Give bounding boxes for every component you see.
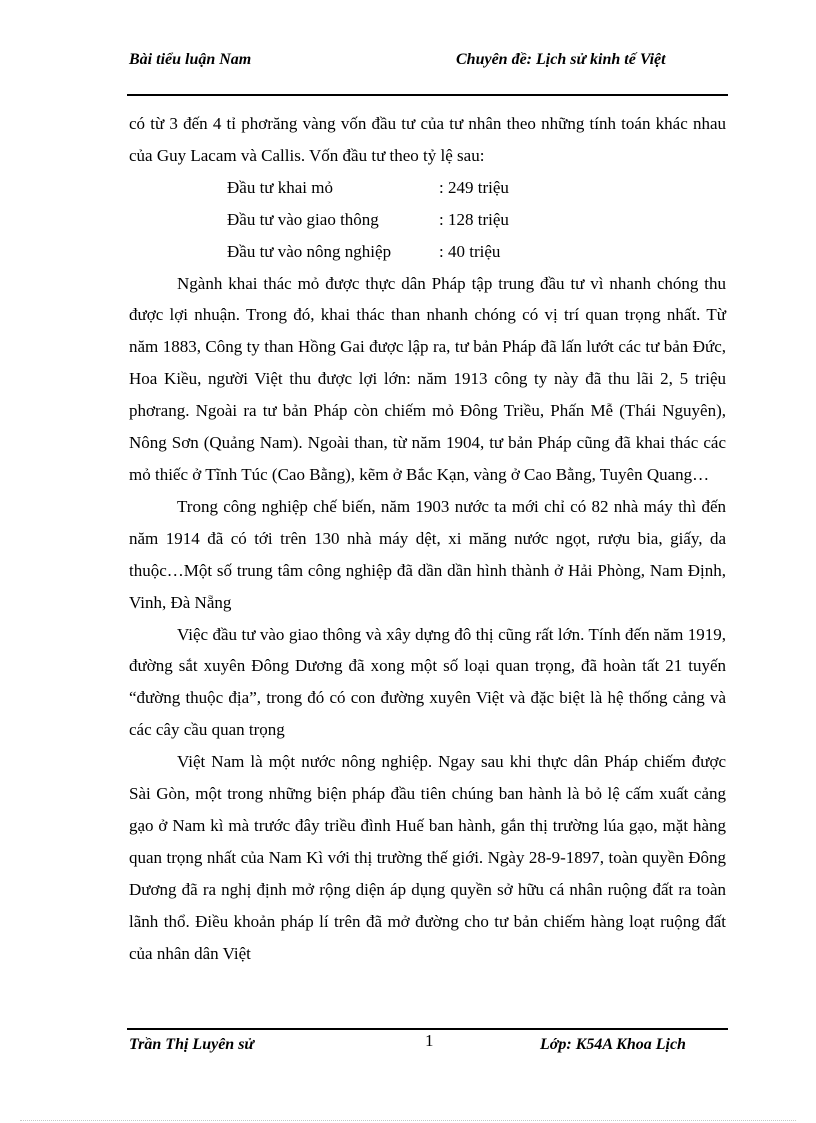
page-number: 1 [425,1031,434,1050]
investment-value: : 128 triệu [439,209,509,229]
investment-label: Đầu tư vào giao thông [227,209,379,229]
footer-rule [127,1028,728,1030]
paragraph-4: Việc đầu tư vào giao thông và xây dựng đô thị cũng rất lớn. Tính đến năm 1919, đường sắt xuyên Đông Dương đã xong một số loại quan trọng, đã hoàn tất 21 tuyến “đường thuộc địa”, trong đó có con đường xuyên Việt và đặc biệt là hệ thống cảng và các cây cầu quan trọng [129,624,726,740]
investment-label: Đầu tư vào nông nghiệp [227,241,392,261]
investment-row [129,204,726,236]
paragraph-1: có từ 3 đến 4 tỉ phơrăng vàng vốn đầu tư của tư nhân theo những tính toán khác nhau của Guy Lacam và Callis. Vốn đầu tư theo tỷ lệ sau: [129,114,726,165]
footer-left: Trần Thị Luyên sử [129,1036,255,1053]
investment-label: Đầu tư khai mỏ [227,177,334,197]
paragraph-2: Ngành khai thác mỏ được thực dân Pháp tập trung đầu tư vì nhanh chóng thu được lợi nhuận. Trong đó, khai thác than nhanh chóng có vị trí quan trọng nhất. Từ năm 1883, Công ty than Hồng Gai được lập ra, tư bản Pháp đã lấn lướt các tư bản Đức, Hoa Kiều, người Việt thu được lợi lớn: năm 1913 công ty này đã thu lãi 2, 5 triệu phơrang. Ngoài ra tư bản Pháp còn chiếm mỏ Đông Triều, Phấn Mễ (Thái Nguyên), Nông Sơn (Quảng Nam). Ngoài than, từ năm 1904, tư bản Pháp cũng đã khai thác các mỏ thiếc ở Tĩnh Túc (Cao Bằng), kẽm ở Bắc Kạn, vàng ở Cao Bằng, Tuyên Quang… [129,273,726,484]
investment-row [129,236,726,268]
footer-right: Lớp: K54A Khoa Lịch [540,1036,686,1053]
paragraph-3: Trong công nghiệp chế biến, năm 1903 nước ta mới chỉ có 82 nhà máy thì đến năm 1914 đã có tới trên 130 nhà máy dệt, xi măng nước ngọt, rượu bia, giấy, da thuộc…Một số trung tâm công nghiệp đã dần dần hình thành ở Hải Phòng, Nam Định, Vinh, Đà Nẵng [129,496,726,612]
investment-value: : 249 triệu [439,177,509,197]
body-text [129,108,726,969]
investment-value: : 40 triệu [439,241,501,261]
investment-row [129,172,726,204]
header-left: Bài tiểu luận Nam [129,51,252,68]
page-edge-divider [20,1120,796,1121]
paragraph-5: Việt Nam là một nước nông nghiệp. Ngay sau khi thực dân Pháp chiếm được Sài Gòn, một trong những biện pháp đầu tiên chúng ban hành là bỏ lệ cấm xuất cảng gạo ở Nam kì mà trước đây triều đình Huế ban hành, gắn thị trường lúa gạo, mặt hàng quan trọng nhất của Nam Kì với thị trường thế giới. Ngày 28-9-1897, toàn quyền Đông Dương đã ra nghị định mở rộng diện áp dụng quyền sở hữu cá nhân ruộng đất ra toàn lãnh thổ. Điều khoản pháp lí trên đã mở đường cho tư bản chiếm hàng loạt ruộng đất của nhân dân Việt [129,752,726,963]
header-rule [127,94,728,96]
header-right: Chuyên đề: Lịch sử kinh tế Việt [456,51,666,68]
